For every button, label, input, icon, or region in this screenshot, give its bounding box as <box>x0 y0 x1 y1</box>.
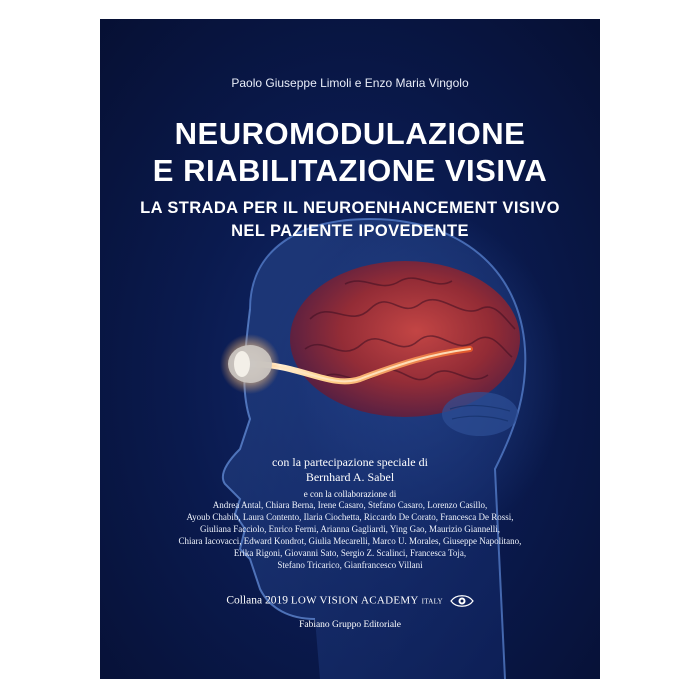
subtitle-line-2: NEL PAZIENTE IPOVEDENTE <box>231 222 469 240</box>
title-line-2: E RIABILITAZIONE VISIVA <box>152 153 548 188</box>
collaborators-line: Chiara Iacovacci, Edward Kondrot, Giulia Mecarelli, Marco U. Morales, Giuseppe Napolitano, <box>178 536 522 546</box>
special-participation: con la partecipazione speciale di <box>272 455 428 469</box>
series-line <box>100 594 600 608</box>
series-prefix: Collana 2019 <box>226 594 288 607</box>
book-cover <box>100 19 600 679</box>
title-line-1: NEUROMODULAZIONE <box>174 116 526 151</box>
series-suffix: ITALY <box>421 597 443 606</box>
authors: Paolo Giuseppe Limoli e Enzo Maria Vingolo <box>231 76 469 90</box>
collaborators-line: Ayoub Chabib, Laura Contento, Ilaria Ciochetta, Riccardo De Corato, Francesca De Rossi, <box>186 512 514 522</box>
collaboration-intro: e con la collaborazione di <box>303 489 397 499</box>
series-name: LOW VISION ACADEMY <box>290 594 419 607</box>
collaborators-line: Erika Rigoni, Giovanni Sato, Sergio Z. Scalinci, Francesca Toja, <box>233 548 467 558</box>
collaborators-line: Giuliana Facciolo, Enrico Fermi, Arianna Gagliardi, Ying Gao, Maurizio Giannelli, <box>199 524 501 534</box>
collaborators-line: Stefano Tricarico, Gianfrancesco Villani <box>277 560 423 570</box>
eye-logo-icon <box>450 594 474 608</box>
subtitle-line-1: LA STRADA PER IL NEUROENHANCEMENT VISIVO <box>140 199 560 217</box>
publisher: Fabiano Gruppo Editoriale <box>299 620 401 630</box>
collaborators-line: Andrea Antal, Chiara Berna, Irene Casaro, Stefano Casaro, Lorenzo Casillo, <box>212 500 488 510</box>
special-guest-name: Bernhard A. Sabel <box>305 470 395 484</box>
